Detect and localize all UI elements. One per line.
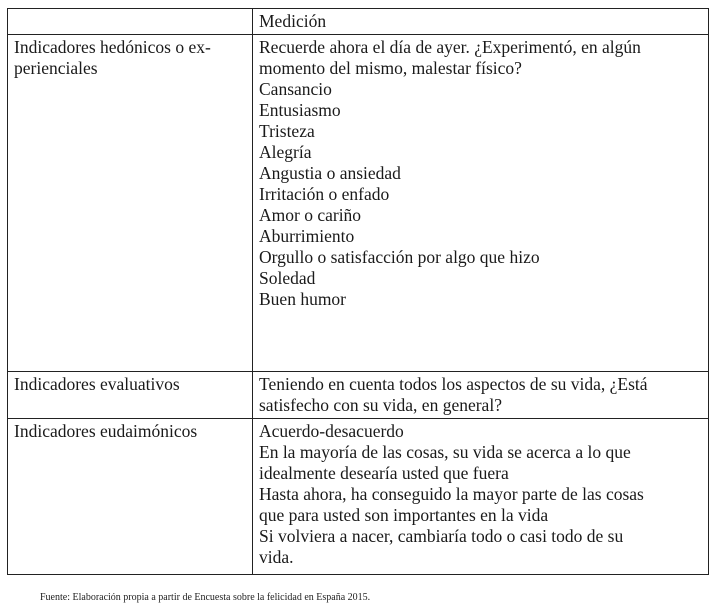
list-item: Entusiasmo (259, 100, 341, 120)
table-row-hedonic (8, 35, 709, 372)
category-hedonic-line-1: Indicadores hedónicos o ex- (14, 37, 211, 57)
eudaimonic-line: Hasta ahora, ha conseguido la mayor parte de las cosas (259, 484, 644, 504)
list-item: Alegría (259, 142, 312, 162)
measurement-table (7, 8, 709, 575)
eudaimonic-line: Acuerdo-desacuerdo (259, 421, 404, 441)
source-footnote: Fuente: Elaboración propia a partir de Encuesta sobre la felicidad en España 2015. (40, 592, 371, 603)
list-item: Aburrimiento (259, 226, 355, 246)
question-hedonic-line-1: Recuerde ahora el día de ayer. ¿Experimentó, en algún (259, 37, 641, 57)
eudaimonic-line: Si volviera a nacer, cambiaría todo o casi todo de su (259, 526, 624, 546)
table-row-evaluative (8, 372, 709, 419)
question-evaluative-line-1: Teniendo en cuenta todos los aspectos de su vida, ¿Está (259, 374, 648, 394)
category-eudaimonic: Indicadores eudaimónicos (8, 419, 253, 575)
category-evaluative: Indicadores evaluativos (8, 372, 253, 419)
list-item: Angustia o ansiedad (259, 163, 401, 183)
measurement-hedonic (253, 35, 709, 372)
list-item: Buen humor (259, 289, 347, 309)
list-item: Cansancio (259, 79, 332, 99)
category-hedonic-line-2: perienciales (14, 58, 98, 78)
table-header-row (8, 9, 709, 35)
measurement-eudaimonic (253, 419, 709, 575)
eudaimonic-line: vida. (259, 547, 294, 567)
question-evaluative-line-2: satisfecho con su vida, en general? (259, 395, 502, 415)
header-medicion: Medición (253, 9, 709, 35)
header-empty-cell (8, 9, 253, 35)
list-item: Soledad (259, 268, 316, 288)
list-item: Tristeza (259, 121, 315, 141)
eudaimonic-line: que para usted son importantes en la vida (259, 505, 549, 525)
eudaimonic-line: idealmente desearía usted que fuera (259, 463, 509, 483)
list-item: Amor o cariño (259, 205, 362, 225)
measurement-evaluative (253, 372, 709, 419)
table-row-eudaimonic (8, 419, 709, 575)
list-item: Irritación o enfado (259, 184, 390, 204)
question-hedonic-line-2: momento del mismo, malestar físico? (259, 58, 522, 78)
eudaimonic-line: En la mayoría de las cosas, su vida se acerca a lo que (259, 442, 631, 462)
category-hedonic (8, 35, 253, 372)
list-item: Orgullo o satisfacción por algo que hizo (259, 247, 540, 267)
